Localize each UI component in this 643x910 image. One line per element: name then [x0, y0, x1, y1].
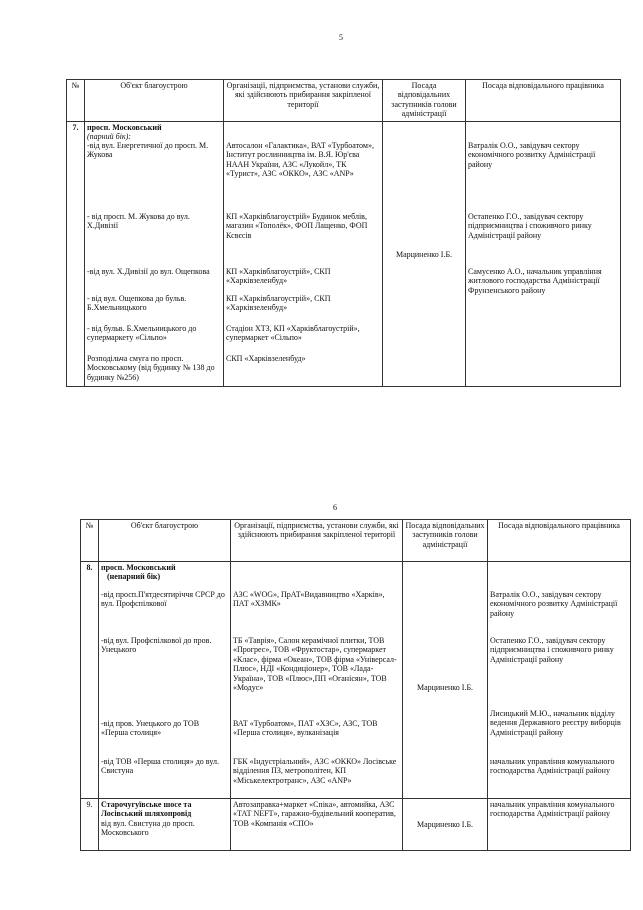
- assignment-table: [80, 519, 631, 851]
- organizations-text: Автозаправка+маркет «Спіка», автомийка, АЗС «ТАТ NEFT», гаражно-будівельний кооператив, ТОВ «Компанія «СПО»: [231, 799, 403, 851]
- object-segment: -від просп.П'ятдесятиріччя СРСР до вул. Профспілкової: [101, 590, 225, 609]
- object-segment: -від ТОВ «Перша столиця» до вул. Свистуна: [101, 757, 219, 776]
- page-number: 5: [339, 33, 343, 42]
- object-subtitle: (непарний бік): [107, 572, 161, 581]
- object-segment: Розподільча смуга по просп. Московському (від будинку № 138 до будинку №256): [87, 354, 215, 382]
- organizations-cell: [231, 562, 403, 799]
- organizations-text: КП «Харківблагоустрій», СКП «Харківзеленбуд»: [226, 294, 331, 313]
- header-object: Об'єкт благоустрою: [85, 80, 224, 122]
- object-title: просп. Московський: [101, 563, 176, 572]
- organizations-text: КП «Харківблагоустрій», СКП «Харківзеленбуд»: [226, 267, 331, 286]
- header-object: Об'єкт благоустрою: [99, 520, 231, 562]
- object-segment: - від просп. М. Жукова до вул. Х.Дивізії: [87, 212, 190, 231]
- organizations-text: КП «Харківблагоустрій» Будинок меблів, магазин «Тополёк», ФОП Лащенко, ФОП Ксвєсів: [226, 212, 368, 240]
- object-segment: - від бульв. Б.Хмельницького до супермаркету «Сільпо»: [87, 324, 197, 343]
- organizations-text: ГБК «Індустріальний», АЗС «ОККО» Лосівське відділення ПЗ, метрополітен, КП «Міськелектротранс», АЗС «ANP»: [233, 757, 397, 785]
- header-organizations: Організації, підприємства, установи служби, які здійснюють прибирання закріпленої території: [231, 520, 403, 562]
- responsible-text: Остапенко Г.О., завідувач сектору підприємництва і споживчого ринку Адміністрації району: [468, 212, 592, 240]
- object-segment: - від вул. Ощепкова до бульв. Б.Хмельницького: [87, 294, 187, 313]
- organizations-text: Автосалон «Галактика», ВАТ «Турбоатом», Інститут рослинництва ім. В.Я. Юр'єва НААН України, АЗС «Лукойл», ТК «Турист», АЗС «ОККО», АЗС «АNP»: [226, 141, 374, 179]
- object-title: Старочугуївське шосе та Лосівський шляхопровід: [101, 800, 192, 819]
- object-segment: -від пров. Унецького до ТОВ «Перша столиця»: [101, 719, 200, 738]
- header-deputy: Посада відповідальних заступників голови адміністрації: [383, 80, 466, 122]
- object-segment: -від вул. Енергетичної до просп. М. Жукова: [87, 141, 209, 160]
- header-responsible: Посада відповідального працівника: [488, 520, 631, 562]
- header-deputy: Посада відповідальних заступників голови адміністрації: [403, 520, 488, 562]
- row-number: 7.: [67, 122, 85, 387]
- deputy-cell: [383, 122, 466, 387]
- responsible-text: Лисицький М.Ю., начальник відділу ведення Державного реєстру виборців Адміністрації району: [490, 709, 621, 737]
- header-organizations: Організації, підприємства, установи служби, які здійснюють прибирання закріпленої території: [224, 80, 383, 122]
- responsible-text: Ватралік О.О., завідувач сектору економічного розвитку Адміністрації району: [468, 141, 596, 169]
- responsible-text: Остапенко Г.О., завідувач сектору підприємництва і споживчого ринку Адміністрації району: [490, 636, 614, 664]
- organizations-text: АЗС «WOG», ПрАТ«Видавництво «Харків», ПАТ «ХЗМК»: [233, 590, 385, 609]
- organizations-cell: [224, 122, 383, 387]
- deputy-name: Марциненко І.Б.: [416, 683, 474, 692]
- responsible-text: Ватралік О.О., завідувач сектору економічного розвитку Адміністрації району: [490, 590, 618, 618]
- header-responsible: Посада відповідального працівника: [466, 80, 621, 122]
- row-number: 9.: [81, 799, 99, 851]
- organizations-text: ВАТ «Турбоатом», ПАТ «ХЗС», АЗС, ТОВ «Перша столиця», вулканізація: [233, 719, 378, 738]
- responsible-text: начальник управління комунального господарства Адміністрації району: [488, 799, 631, 851]
- object-segment: -від вул. Профспілкової до пров. Унецького: [101, 636, 212, 655]
- object-cell: [99, 799, 231, 851]
- deputy-cell: [403, 562, 488, 799]
- organizations-text: ТБ «Таврія», Салон керамічної плитки, ТОВ «Прогрес», ТОВ «Фруктостар», супермаркет «Клас», фірма «Океан», ТОВ фірма «Універсал- Плюс», НДІ «Кондиціонер», ТОВ «Лада- Україна», ТОВ «Плюс»,ПП «Оганісян», ТОВ «Модус»: [233, 636, 397, 693]
- object-subtitle: (парний бік):: [87, 132, 131, 141]
- assignment-table: [66, 79, 621, 387]
- object-cell: [99, 562, 231, 799]
- header-number: №: [81, 520, 99, 562]
- deputy-name: Марциненко І.Б.: [395, 250, 453, 259]
- object-cell: [85, 122, 224, 387]
- responsible-cell: [488, 562, 631, 799]
- organizations-text: СКП «Харківзеленбуд»: [226, 354, 306, 363]
- header-number: №: [67, 80, 85, 122]
- object-title: просп. Московський: [87, 123, 162, 132]
- object-segment: від вул. Свистуна до просп. Московського: [101, 818, 195, 838]
- responsible-text: начальник управління комунального господарства Адміністрації району: [490, 757, 615, 776]
- row-number: 8.: [81, 562, 99, 799]
- deputy-name: Марциненко І.Б.: [403, 799, 488, 851]
- responsible-cell: [466, 122, 621, 387]
- organizations-text: Стадіон ХТЗ, КП «Харківблагоустрій», супермаркет «Сільпо»: [226, 324, 360, 343]
- object-segment: -від вул. Х.Дивізії до вул. Ощепкова: [87, 267, 210, 276]
- page-number: 6: [333, 503, 337, 512]
- responsible-text: Самусенко А.О., начальник управління житлового господарства Адміністрації Фрунзенського району: [468, 267, 602, 295]
